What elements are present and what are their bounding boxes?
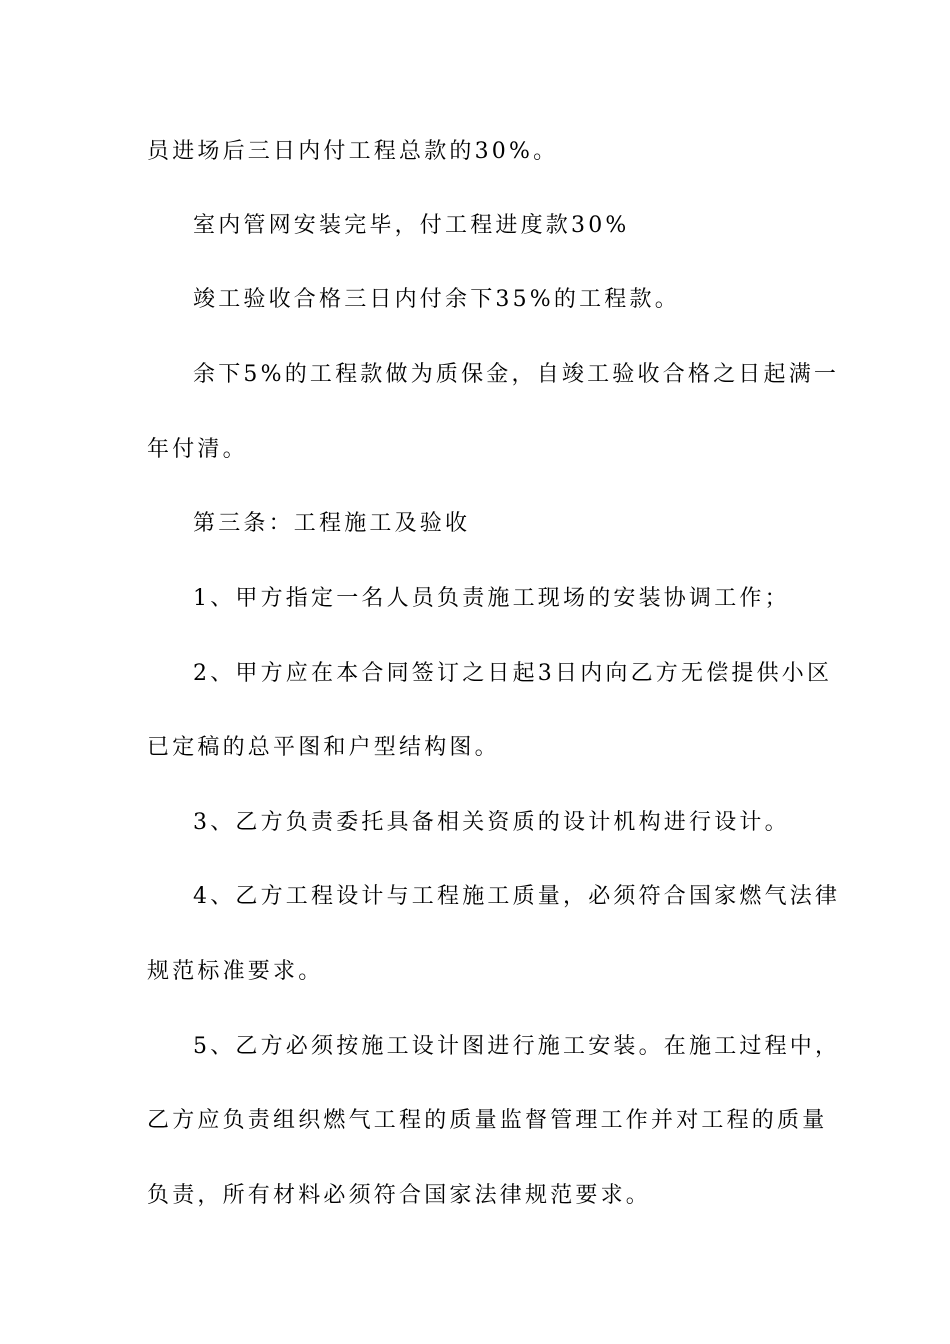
text-line: 规范标准要求。	[147, 959, 324, 984]
text-line: 室内管网安装完毕，付工程进度款30%	[193, 213, 630, 238]
section-heading: 第三条：工程施工及验收	[193, 511, 471, 536]
text-line: 员进场后三日内付工程总款的30%。	[147, 139, 559, 164]
text-line: 1、甲方指定一名人员负责施工现场的安装协调工作；	[193, 586, 790, 611]
text-line: 4、乙方工程设计与工程施工质量，必须符合国家燃气法律	[193, 884, 841, 909]
text-line: 余下5%的工程款做为质保金，自竣工验收合格之日起满一	[193, 362, 840, 387]
text-line: 负责，所有材料必须符合国家法律规范要求。	[147, 1183, 652, 1208]
text-line: 3、乙方负责委托具备相关资质的设计机构进行设计。	[193, 810, 790, 835]
text-line: 已定稿的总平图和户型结构图。	[147, 735, 500, 760]
text-line: 乙方应负责组织燃气工程的质量监督管理工作并对工程的质量	[147, 1108, 828, 1133]
text-line: 年付清。	[147, 437, 248, 462]
text-line: 2、甲方应在本合同签订之日起3日内向乙方无偿提供小区	[193, 661, 833, 686]
text-line: 5、乙方必须按施工设计图进行施工安装。在施工过程中，	[193, 1034, 841, 1059]
text-line: 竣工验收合格三日内付余下35%的工程款。	[193, 287, 680, 312]
